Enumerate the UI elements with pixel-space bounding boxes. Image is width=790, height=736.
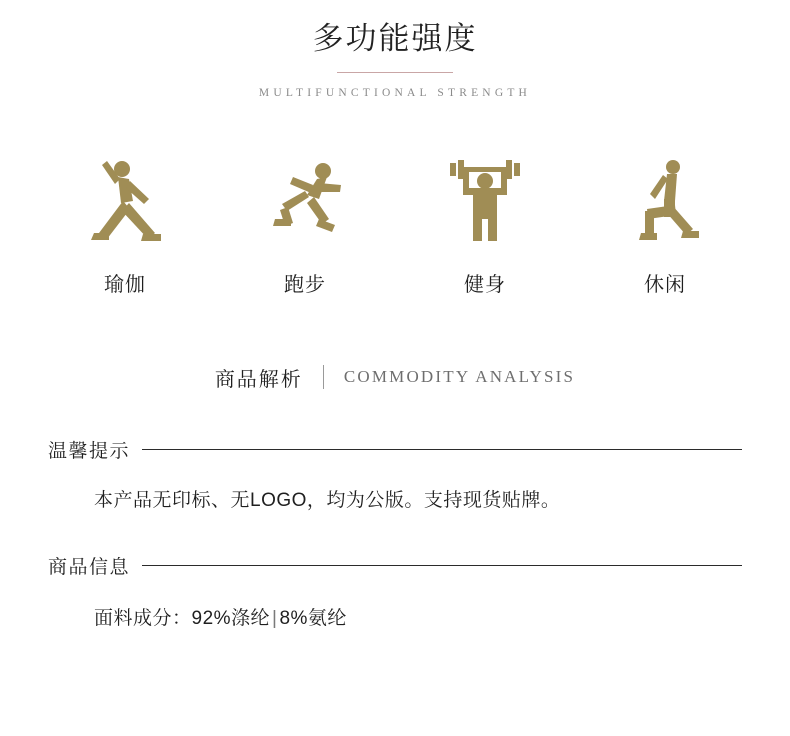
product-info-block <box>0 552 790 630</box>
vertical-divider <box>323 365 324 389</box>
horizontal-rule <box>142 565 742 566</box>
page-header <box>0 0 790 99</box>
analysis-title-cn: 商品解析 <box>214 368 303 391</box>
fabric-composition-secondary: 8%氨纶 <box>279 607 347 629</box>
composition-separator: | <box>272 607 278 629</box>
page-title: 多功能强度 <box>312 21 478 56</box>
activity-label: 瑜伽 <box>104 273 146 296</box>
product-info-text <box>48 603 742 630</box>
product-info-block-header <box>48 552 742 579</box>
notice-block <box>0 436 790 512</box>
product-info-title: 商品信息 <box>48 556 131 578</box>
notice-block-header <box>48 436 742 463</box>
analysis-title-en: COMMODITY ANALYSIS <box>343 367 576 387</box>
page-subtitle: MULTIFUNCTIONAL STRENGTH <box>258 86 532 99</box>
fabric-composition-primary: 面料成分：92%涤纶 <box>94 607 271 629</box>
running-icon <box>215 147 395 247</box>
activity-item-leisure <box>575 147 755 297</box>
weightlifting-icon <box>395 147 575 247</box>
activity-item-yoga <box>35 147 215 297</box>
activity-label: 健身 <box>464 273 506 296</box>
yoga-warrior-icon <box>35 147 215 247</box>
yoga-lunge-icon <box>575 147 755 247</box>
notice-title: 温馨提示 <box>48 440 131 462</box>
title-underline-rule <box>337 72 453 73</box>
activity-item-running <box>215 147 395 297</box>
activity-icon-row <box>0 147 790 297</box>
horizontal-rule <box>142 449 742 450</box>
activity-label: 休闲 <box>644 273 686 296</box>
commodity-analysis-heading <box>0 363 790 392</box>
activity-label: 跑步 <box>284 273 326 296</box>
notice-text: 本产品无印标、无LOGO，均为公版。支持现货贴牌。 <box>94 489 561 511</box>
activity-item-fitness <box>395 147 575 297</box>
